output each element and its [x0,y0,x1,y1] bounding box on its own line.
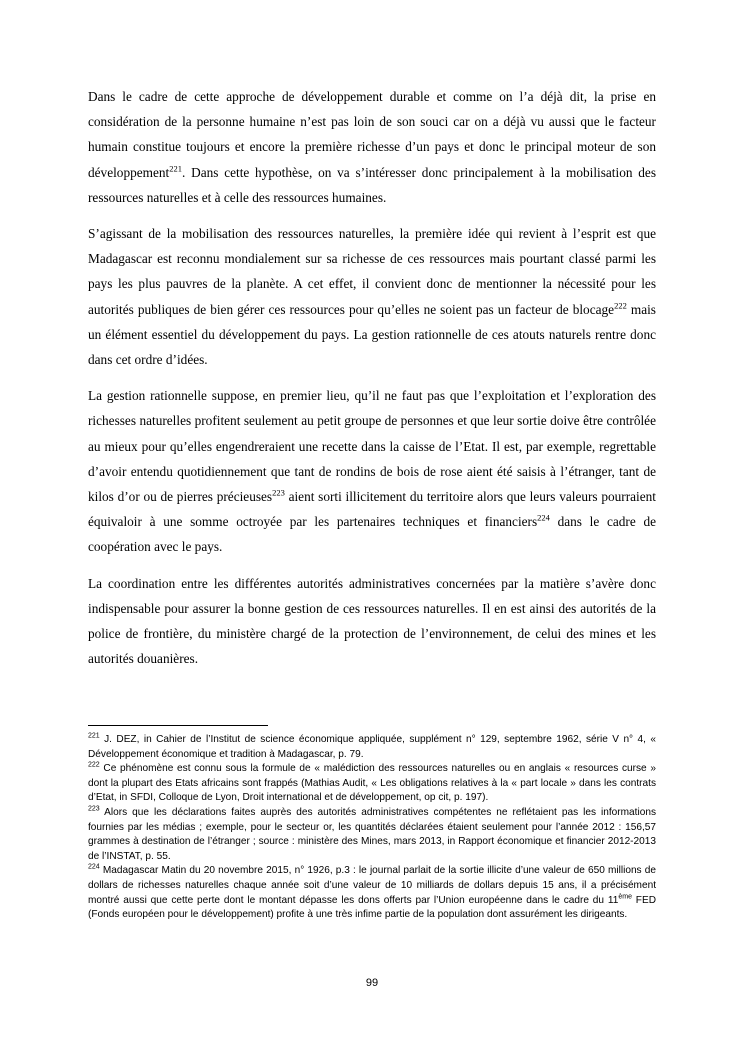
footnote-text-b: FED (Fonds européen pour le développement) profite à une très infime partie de la population dont assurément les dirigeants. [88,894,656,921]
footnote-number: 224 [88,863,100,871]
paragraph-4 [88,571,656,672]
footnote-number: 221 [88,732,100,740]
paragraph-3-text-b: aient sorti illicitement du territoire alors que leurs valeurs pourraient équivaloir à une somme octroyée par les partenaires techniques et financiers [88,489,656,530]
footnote-221 [88,733,656,762]
footnote-224 [88,864,656,922]
paragraph-2 [88,221,656,372]
footnote-text: Alors que les déclarations faites auprès des autorités administratives compétentes ne reflétaient pas les informations fournies par les médias ; exemple, pour le secteur or, les quantités déclarées étaient seulement pour l’année 2012 : 156,57 grammes à destination de l’étranger ; source : ministère des Mines, mars 2013, in Rapport économique et financier 2012-2013 de l’INSTAT, p. 55. [88,806,656,862]
paragraph-1 [88,84,656,210]
footnote-ref-224[interactable]: 224 [537,512,550,523]
footnote-separator [88,725,268,726]
paragraph-3-text-a: La gestion rationnelle suppose, en premier lieu, qu’il ne faut pas que l’exploitation et l’exploration des richesses naturelles profitent seulement au petit groupe de personnes et que leur sortie doive être contrôlée au mieux pour qu’elles engendreraient une recette dans la caisse de l’Etat. Il est, par exemple, regrettable d’avoir entendu quotidiennement que tant de rondins de bois de rose aient été saisis à l’étranger, tant de kilos d’or ou de pierres précieuses [88,388,656,505]
footnote-number: 222 [88,761,100,769]
ordinal-suffix: ème [618,893,632,901]
footnote-223 [88,806,656,864]
footnote-number: 223 [88,805,100,813]
footnote-ref-223[interactable]: 223 [272,487,285,498]
footnote-text-a: Madagascar Matin du 20 novembre 2015, n° 1926, p.3 : le journal parlait de la sortie illicite d’une valeur de 650 millions de dollars de richesses naturelles chaque année soit d’une valeur de 10 milliards de dollars depuis 15 ans, il a précisément montré aussi que cette perte dont le montant dépasse les dons offerts par l’Union européenne dans le cadre du 11 [88,865,656,906]
footnote-ref-221[interactable]: 221 [169,163,182,174]
paragraph-1-text-b: . Dans cette hypothèse, on va s’intéresser donc principalement à la mobilisation des ressources naturelles et à celle des ressources humaines. [88,164,656,205]
paragraph-2-text-a: S’agissant de la mobilisation des ressources naturelles, la première idée qui revient à l’esprit est que Madagascar est reconnu mondialement sur sa richesse de ces ressources mais pourtant classé parmi les pays les plus pauvres de la planète. A cet effet, il convient donc de mentionner la nécessité pour les autorités publiques de bien gérer ces ressources pour qu’elles ne soient pas un facteur de blocage [88,226,656,317]
footnotes [88,733,656,923]
footnote-text: J. DEZ, in Cahier de l’Institut de science économique appliquée, supplément n° 129, septembre 1962, série V n° 4, « Développement économique et tradition à Madagascar, p. 79. [88,734,656,760]
paragraph-1-text-a: Dans le cadre de cette approche de développement durable et comme on l’a déjà dit, la prise en considération de la personne humaine n’est pas loin de son souci car on a déjà vu aussi que le facteur humain constitue toujours et encore la première richesse d’un pays et donc le principal moteur de son développement [88,89,656,180]
document-body [88,84,656,682]
footnote-text: Ce phénomène est connu sous la formule de « malédiction des ressources naturelles ou en anglais « resources curse » dont la plupart des Etats africains sont frappés (Mathias Audit, « Les obligations relatives à la « part locale » dans les contrats d’Etat, in SFDI, Colloque de Lyon, Droit international et de développement, op cit, p. 197). [88,763,656,804]
paragraph-4-text-a: La coordination entre les différentes autorités administratives concernées par la matière s’avère donc indispensable pour assurer la bonne gestion de ces ressources naturelles. Il en est ainsi des autorités de la police de frontière, du ministère chargé de la protection de l’environnement, de celui des mines et les autorités douanières. [88,575,656,667]
page-number: 99 [365,977,379,989]
paragraph-2-text-b: mais un élément essentiel du développement du pays. La gestion rationnelle de ces atouts naturels rentre donc dans cet ordre d’idées. [88,301,656,368]
paragraph-3-text-c: dans le cadre de coopération avec le pays. [88,514,656,555]
footnote-222 [88,762,656,806]
footnote-ref-222[interactable]: 222 [614,300,627,311]
paragraph-3 [88,383,656,559]
